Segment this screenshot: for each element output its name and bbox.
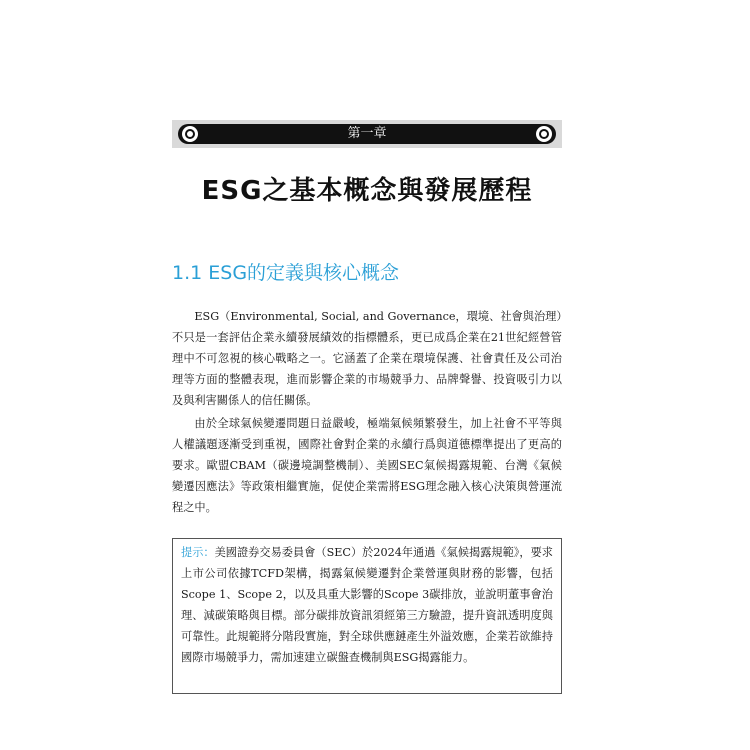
body-paragraph: ESG（Environmental, Social, and Governance，環境、社會與治理）不只是一套評估企業永續發展績效的指標體系，更已成爲企業在21世紀經營管理中不可忽視的核心戰略之一。它涵蓋了企業在環境保護、社會責任及公司治理等方面的整體表現，進而影響企業的市場競爭力、品牌聲譽、投資吸引力以及與利害關係人的信任關係。 bbox=[172, 310, 562, 407]
section-title: 1.1 ESG的定義與核心概念 bbox=[172, 262, 400, 284]
tip-box bbox=[172, 538, 562, 694]
tip-label: 提示： bbox=[181, 546, 215, 559]
circle-bullet-icon bbox=[536, 126, 552, 142]
chapter-banner bbox=[172, 120, 562, 148]
body-paragraph: 由於全球氣候變遷問題日益嚴峻，極端氣候頻繁發生，加上社會不平等與人權議題逐漸受到重視，國際社會對企業的永續行爲與道德標準提出了更高的要求。歐盟CBAM（碳邊境調整機制）、美國SEC氣候揭露規範、台灣《氣候變遷因應法》等政策相繼實施，促使企業需將ESG理念融入核心決策與營運流程之中。 bbox=[172, 417, 562, 514]
chapter-banner-inner bbox=[178, 124, 556, 144]
tip-text: 美國證券交易委員會（SEC）於2024年通過《氣候揭露規範》，要求上市公司依據TCFD架構，揭露氣候變遷對企業營運與財務的影響，包括Scope 1、Scope 2，以及具重大影響的Scope 3碳排放，並說明董事會治理、減碳策略與目標。部分碳排放資訊須經第三方驗證，提升資訊透明度與可靠性。此規範將分階段實施，對全球供應鏈產生外溢效應，企業若欲維持國際市場競爭力，需加速建立碳盤查機制與ESG揭露能力。 bbox=[181, 546, 553, 664]
chapter-label: 第一章 bbox=[347, 126, 387, 141]
chapter-title: ESG之基本概念與發展歷程 bbox=[201, 176, 533, 206]
